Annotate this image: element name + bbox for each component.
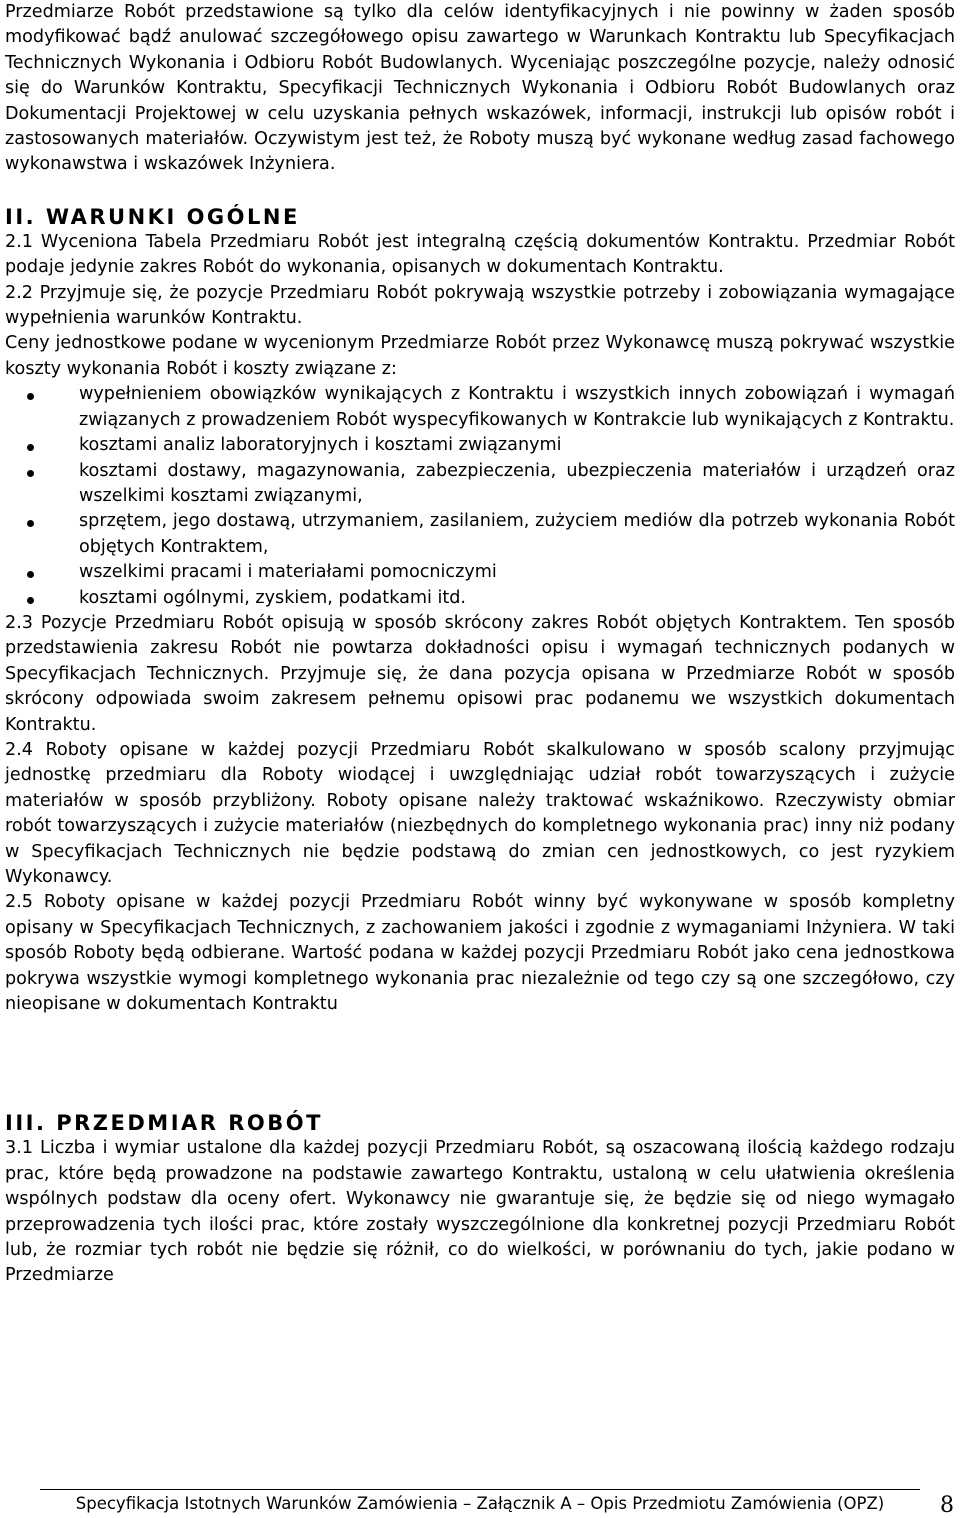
paragraph-2-2: 2.2 Przyjmuje się, że pozycje Przedmiaru Robót pokrywają wszystkie potrzeby i zobowiązania wymagające wypełnienia warunków Kontraktu. xyxy=(5,282,955,329)
paragraph-2-4: 2.4 Roboty opisane w każdej pozycji Przedmiaru Robót skalkulowano w sposób scalony przyjmując jednostkę przedmiaru dla Roboty wiodącej i uwzględniając udział robót towarzyszących i zużycie materiałów w sposób przybliżony. Roboty opisane należy traktować wskaźnikowo. Rzeczywisty obmiar robót towarzyszących i zużycie materiałów (niezbędnych do kompletnego wykonania prac) inny niż podany w Specyfikacjach Technicznych nie będzie podstawą do zmian cen jednostkowych, co jest ryzykiem Wykonawcy. xyxy=(5,739,955,887)
list-item: kosztami ogólnymi, zyskiem, podatkami itd. xyxy=(5,586,955,611)
cost-bullet-list xyxy=(5,382,955,611)
bullet-icon xyxy=(27,520,34,527)
paragraph-2-3: 2.3 Pozycje Przedmiaru Robót opisują w sposób skrócony zakres Robót objętych Kontraktem. Ten sposób przedstawienia zakresu Robót nie powtarza dokładności opisu i wymagań technicznych podanych w Specyfikacjach Technicznych. Przyjmuje się, że dana pozycja opisana w Przedmiarze Robót w sposób skrócony odpowiada swoim zakresem pełnemu opisowi prac podanemu we wszystkich dokumentach Kontraktu. xyxy=(5,612,955,735)
list-item: wypełnieniem obowiązków wynikających z Kontraktu i wszystkich innych zobowiązań i wymagań związanych z prowadzeniem Robót wyspecyfikowanych w Kontrakcie lub wynikających z Kontraktu. xyxy=(5,382,955,433)
heading-warunki-ogolne: II. WARUNKI OGÓLNE xyxy=(5,204,300,229)
paragraph-2-1: 2.1 Wyceniona Tabela Przedmiaru Robót jest integralną częścią dokumentów Kontraktu. Przedmiar Robót podaje jedynie zakres Robót do wykonania, opisanych w dokumentach Kontraktu. xyxy=(5,231,955,278)
list-item: wszelkimi pracami i materiałami pomocniczymi xyxy=(5,560,955,585)
bullet-icon xyxy=(27,393,34,400)
heading-przedmiar-robot: III. PRZEDMIAR ROBÓT xyxy=(5,1111,323,1136)
list-item: kosztami dostawy, magazynowania, zabezpieczenia, ubezpieczenia materiałów i urządzeń oraz wszelkimi kosztami związanymi, xyxy=(5,459,955,510)
paragraph-3-1: 3.1 Liczba i wymiar ustalone dla każdej pozycji Przedmiaru Robót, są oszacowaną ilością każdego rodzaju prac, które będą prowadzone na podstawie zawartego Kontraktu, ustaloną w celu ułatwienia określenia wspólnych podstaw dla oceny ofert. Wykonawcy nie gwarantuje się, że będzie się od niego wymagało przeprowadzenia tych ilości prac, które zostały wyszczególnione dla konkretnej pozycji Przedmiaru Robót lub, że rozmiar tych robót nie będzie się różnił, co do wielkości, w porównaniu do tych, jakie podano w Przedmiarze xyxy=(5,1138,955,1286)
list-item: kosztami analiz laboratoryjnych i kosztami związanymi xyxy=(5,433,955,458)
page-number: 8 xyxy=(940,1493,954,1518)
paragraph-2-5: 2.5 Roboty opisane w każdej pozycji Przedmiaru Robót winny być wykonywane w sposób kompletny opisany w Specyfikacjach Technicznych, z zachowaniem jakości i zgodnie z wymaganiami Inżyniera. W taki sposób Roboty będą odbierane. Wartość podana w każdej pozycji Przedmiaru Robót jako cena jednostkowa pokrywa wszystkie wymogi kompletnego wykonania prac niezależnie od tego czy są one szczegółowo, czy nieopisane w dokumentach Kontraktu xyxy=(5,892,955,1015)
bullet-icon xyxy=(27,571,34,578)
paragraph-intro: Przedmiarze Robót przedstawione są tylko dla celów identyfikacyjnych i nie powinny w żaden sposób modyfikować bądź anulować szczegółowego opisu zawartego w Warunkach Kontraktu lub Specyfikacjach Technicznych Wykonania i Odbioru Robót Budowlanych. Wyceniając poszczególne pozycje, należy odnosić się do Warunków Kontraktu, Specyfikacji Technicznych Wykonania i Odbioru Robót Budowlanych oraz Dokumentacji Projektowej w celu uzyskania pełnych wskazówek, informacji, instrukcji lub opisów robót i zastosowanych materiałów. Oczywistym jest też, że Roboty muszą być wykonane według zasad fachowego wykonawstwa i wskazówek Inżyniera. xyxy=(5,2,955,175)
page-footer: Specyfikacja Istotnych Warunków Zamówienia – Załącznik A – Opis Przedmiotu Zamówienia (OPZ) xyxy=(40,1489,920,1514)
bullet-icon xyxy=(27,597,34,604)
bullet-icon xyxy=(27,444,34,451)
paragraph-2-2-costs: Ceny jednostkowe podane w wycenionym Przedmiarze Robót przez Wykonawcę muszą pokrywać wszystkie koszty wykonania Robót i koszty związane z: xyxy=(5,333,955,379)
list-item: sprzętem, jego dostawą, utrzymaniem, zasilaniem, zużyciem mediów dla potrzeb wykonania Robót objętych Kontraktem, xyxy=(5,509,955,560)
document-page xyxy=(5,0,955,1289)
bullet-icon xyxy=(27,470,34,477)
